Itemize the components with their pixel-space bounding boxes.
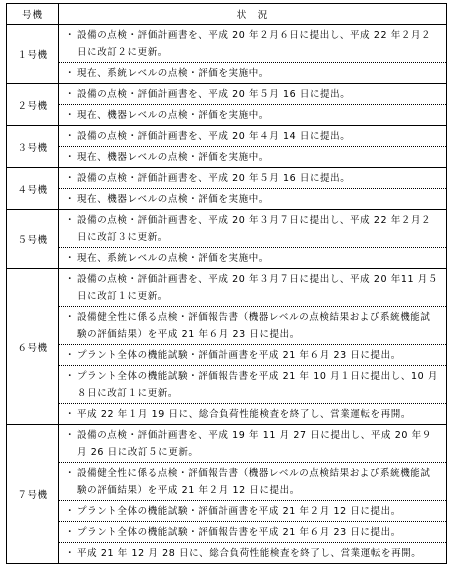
status-item bbox=[59, 210, 446, 247]
status-item bbox=[59, 403, 446, 424]
bullet-icon: ・ bbox=[65, 430, 76, 441]
status-item bbox=[59, 521, 446, 542]
unit-name-cell: ４号機 bbox=[7, 168, 59, 210]
status-item-text: 現在、系統レベルの点検・評価を実施中。 bbox=[77, 68, 269, 79]
status-cell bbox=[59, 425, 447, 564]
status-list bbox=[59, 84, 446, 125]
status-item-text: 現在、機器レベルの点検・評価を実施中。 bbox=[77, 194, 269, 205]
bullet-icon: ・ bbox=[65, 371, 76, 382]
unit-name-cell: ７号機 bbox=[7, 425, 59, 564]
status-list bbox=[59, 210, 446, 268]
status-item-text: 設備の点検・評価計画書を、平成 20 年３月７日に提出し、平成 22 年２月２日に改訂３に更新。 bbox=[77, 215, 432, 243]
status-item-text: プラント全体の機能試験・評価計画書を平成 21 年６月 23 日に提出。 bbox=[77, 350, 401, 361]
bullet-icon: ・ bbox=[65, 409, 76, 420]
status-cell bbox=[59, 168, 447, 210]
status-item bbox=[59, 84, 446, 104]
table-row bbox=[7, 269, 447, 425]
status-item-text: 平成 22 年１月 19 日に、総合負荷性能検査を終了し、営業運転を再開。 bbox=[77, 409, 411, 420]
bullet-icon: ・ bbox=[65, 506, 76, 517]
table-body bbox=[7, 25, 447, 564]
status-item bbox=[59, 269, 446, 306]
bullet-icon: ・ bbox=[65, 30, 76, 41]
table-row bbox=[7, 126, 447, 168]
status-item-text: 現在、機器レベルの点検・評価を実施中。 bbox=[77, 110, 269, 121]
status-item-text: 設備健全性に係る点検・評価報告書（機器レベルの点検結果および系統機能試験の評価結果）を平成 21 年２月 12 日に提出。 bbox=[77, 468, 431, 496]
status-cell bbox=[59, 126, 447, 168]
status-item-text: プラント全体の機能試験・評価報告書を平成 21 年 10 月１日に提出し、10 月８日に改訂１に更新。 bbox=[77, 371, 438, 399]
status-document bbox=[6, 3, 444, 559]
bullet-icon: ・ bbox=[65, 173, 76, 184]
unit-name-cell: ２号機 bbox=[7, 84, 59, 126]
bullet-icon: ・ bbox=[65, 89, 76, 100]
status-item bbox=[59, 306, 446, 344]
unit-status-table bbox=[6, 3, 447, 564]
status-item bbox=[59, 146, 446, 167]
table-row bbox=[7, 25, 447, 84]
status-item bbox=[59, 104, 446, 125]
bullet-icon: ・ bbox=[65, 152, 76, 163]
status-cell bbox=[59, 84, 447, 126]
status-list bbox=[59, 425, 446, 563]
status-item-text: 現在、機器レベルの点検・評価を実施中。 bbox=[77, 152, 269, 163]
bullet-icon: ・ bbox=[65, 110, 76, 121]
status-list bbox=[59, 269, 446, 424]
status-cell bbox=[59, 269, 447, 425]
status-cell bbox=[59, 25, 447, 84]
status-item-text: 設備の点検・評価計画書を、平成 20 年３月７日に提出し、平成 20 年11 月５日に改訂１に更新。 bbox=[77, 274, 438, 302]
table-header-row bbox=[7, 4, 447, 25]
status-item-text: プラント全体の機能試験・評価計画書を平成 21 年２月 12 日に提出。 bbox=[77, 506, 401, 517]
status-item bbox=[59, 425, 446, 462]
status-item bbox=[59, 344, 446, 365]
unit-name-cell: ５号機 bbox=[7, 210, 59, 269]
status-item-text: 平成 21 年 12 月 28 日に、総合負荷性能検査を終了し、営業運転を再開。 bbox=[77, 548, 422, 559]
status-item-text: 設備の点検・評価計画書を、平成 20 年５月 16 日に提出。 bbox=[77, 89, 351, 100]
status-item bbox=[59, 25, 446, 62]
status-item bbox=[59, 62, 446, 83]
status-item bbox=[59, 542, 446, 563]
bullet-icon: ・ bbox=[65, 274, 76, 285]
unit-name-cell: ６号機 bbox=[7, 269, 59, 425]
bullet-icon: ・ bbox=[65, 131, 76, 142]
unit-name-cell: １号機 bbox=[7, 25, 59, 84]
status-item bbox=[59, 188, 446, 209]
unit-column-header: 号機 bbox=[7, 4, 59, 25]
status-item-text: 設備の点検・評価計画書を、平成 20 年４月 14 日に提出。 bbox=[77, 131, 351, 142]
bullet-icon: ・ bbox=[65, 215, 76, 226]
status-item-text: プラント全体の機能試験・評価報告書を平成 21 年６月 23 日に提出。 bbox=[77, 527, 401, 538]
status-item-text: 設備の点検・評価計画書を、平成 20 年２月６日に提出し、平成 22 年２月２日に改訂２に更新。 bbox=[77, 30, 432, 58]
status-list bbox=[59, 168, 446, 209]
bullet-icon: ・ bbox=[65, 468, 76, 479]
status-item-text: 設備健全性に係る点検・評価報告書（機器レベルの点検結果および系統機能試験の評価結果）を平成 21 年６月 23 日に提出。 bbox=[77, 312, 431, 340]
bullet-icon: ・ bbox=[65, 312, 76, 323]
table-row bbox=[7, 84, 447, 126]
bullet-icon: ・ bbox=[65, 548, 76, 559]
table-row bbox=[7, 168, 447, 210]
status-item bbox=[59, 462, 446, 500]
status-cell bbox=[59, 210, 447, 269]
status-item-text: 設備の点検・評価計画書を、平成 19 年 11 月 27 日に提出し、平成 20 年９月 26 日に改訂５に更新。 bbox=[77, 430, 432, 458]
unit-name-cell: ３号機 bbox=[7, 126, 59, 168]
status-item bbox=[59, 365, 446, 403]
bullet-icon: ・ bbox=[65, 68, 76, 79]
status-item-text: 現在、系統レベルの点検・評価を実施中。 bbox=[77, 253, 269, 264]
status-list bbox=[59, 126, 446, 167]
status-item-text: 設備の点検・評価計画書を、平成 20 年５月 16 日に提出。 bbox=[77, 173, 351, 184]
status-item bbox=[59, 500, 446, 521]
status-item bbox=[59, 168, 446, 188]
table-row bbox=[7, 425, 447, 564]
status-item bbox=[59, 247, 446, 268]
status-item bbox=[59, 126, 446, 146]
bullet-icon: ・ bbox=[65, 350, 76, 361]
status-list bbox=[59, 25, 446, 83]
table-row bbox=[7, 210, 447, 269]
bullet-icon: ・ bbox=[65, 253, 76, 264]
bullet-icon: ・ bbox=[65, 194, 76, 205]
status-column-header: 状 況 bbox=[59, 4, 447, 25]
bullet-icon: ・ bbox=[65, 527, 76, 538]
